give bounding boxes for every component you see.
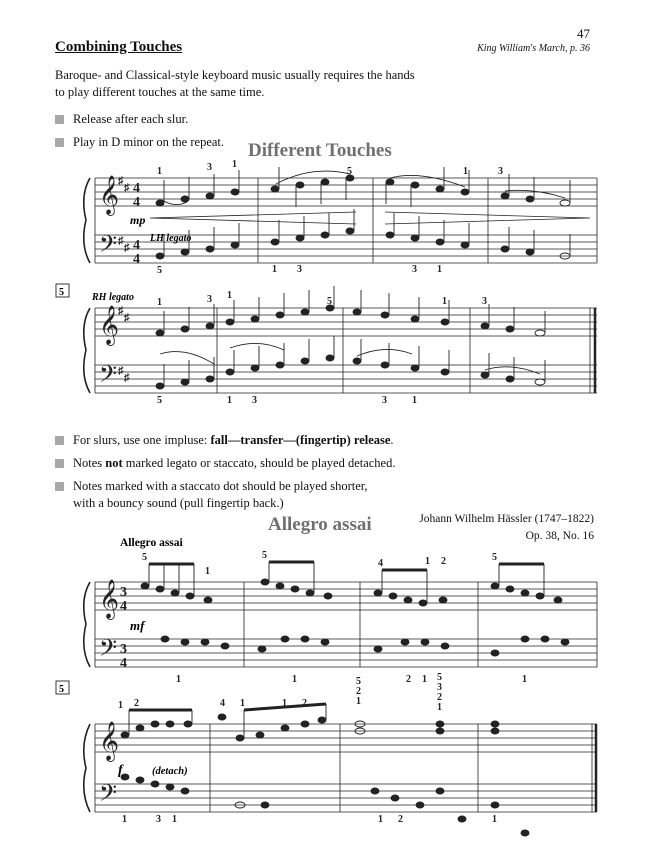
fingering: 3 [412,264,417,275]
svg-text:♯: ♯ [118,235,124,247]
bullet-item: Play in D minor on the repeat. [55,134,224,151]
notes-m2-bass [156,336,545,389]
notes-m1-bass [156,209,570,259]
detach-marking: (detach) [152,766,188,777]
fingering: 1 [176,674,181,685]
svg-text:𝄞: 𝄞 [99,177,120,214]
lh-legato-marking: LH legato [150,233,192,244]
dynamic-mf: mf [130,618,145,633]
fingering: 1 [437,264,442,275]
svg-text:♯: ♯ [124,372,130,384]
score-allegro-assai [0,534,648,864]
fingering: 1 [227,290,232,301]
fingering: 1 [425,556,430,567]
fingering: 5 [327,296,332,307]
tempo-marking: Allegro assai [120,537,183,549]
fingering: 1 [157,166,162,177]
svg-text:♯: ♯ [124,242,130,254]
dynamic-f: f [118,763,123,778]
svg-text:3: 3 [120,642,127,657]
svg-text:𝄢: 𝄢 [99,362,118,393]
reference-note: King William's March, p. 36 [477,43,590,54]
svg-text:𝄞: 𝄞 [99,723,120,760]
fingering: 1 [412,395,417,406]
fingering: 1 [240,698,245,709]
measure-number: 5 [59,684,64,695]
fingering: 1 [356,696,361,707]
fingering: 1 [282,698,287,709]
fingering: 2 [406,674,411,685]
fingering: 5 [157,395,162,406]
fingering: 3 [207,162,212,173]
staff-bass-2 [95,365,597,393]
fingering: 4 [378,558,383,569]
notes-m1-treble [156,167,570,207]
svg-text:4: 4 [120,599,127,614]
notes-m2-treble [156,286,545,336]
svg-text:𝄢: 𝄢 [99,781,118,812]
fingering: 1 [272,264,277,275]
score-different-touches [0,160,648,420]
fingering: 1 [232,160,237,170]
piece-title-allegro-assai: Allegro assai [268,514,372,535]
section-title: Combining Touches [55,39,183,55]
fingering: 2 [356,686,361,697]
fingering: 3 [437,682,442,693]
fingering: 1 [437,702,442,713]
staff-treble-4 [95,724,597,752]
fingering: 3 [482,296,487,307]
svg-text:♯: ♯ [124,182,130,194]
fingering: 1 [422,674,427,685]
bullet-item: For slurs, use one impluse: fall—transfer—(fingertip) release. [55,432,395,449]
fingering: 1 [522,674,527,685]
rh-legato-marking: RH legato [92,292,134,303]
staff-bass-3 [95,639,597,667]
fingering: 3 [207,294,212,305]
bullet-item: Notes not marked legato or staccato, should be played detached. [55,455,395,472]
svg-text:4: 4 [133,252,140,267]
svg-text:3: 3 [120,585,127,600]
fingering: 2 [437,692,442,703]
fingering: 3 [252,395,257,406]
fingering: 2 [398,814,403,825]
fingering: 1 [463,166,468,177]
svg-text:♯: ♯ [118,175,124,187]
svg-text:♯: ♯ [118,365,124,377]
fingering: 1 [378,814,383,825]
dynamic-mp: mp [130,213,146,227]
staff-treble-3 [95,582,597,610]
instruction-list-top [55,111,224,157]
svg-text:𝄢: 𝄢 [99,232,118,263]
svg-text:𝄞: 𝄞 [99,307,120,344]
fingering: 1 [492,814,497,825]
fingering: 2 [441,556,446,567]
fingering: 1 [122,814,127,825]
fingering: 5 [262,550,267,561]
svg-text:4: 4 [133,195,140,210]
bullet-item: Release after each slur. [55,111,224,128]
fingering: 2 [134,698,139,709]
fingering: 1 [172,814,177,825]
opus-number: Op. 38, No. 16 [525,530,594,542]
fingering: 1 [442,296,447,307]
notes-m4-treble [121,704,499,741]
fingering: 5 [437,672,442,683]
svg-text:♯: ♯ [124,312,130,324]
fingering: 4 [220,698,225,709]
svg-text:4: 4 [133,238,140,253]
fingering: 3 [382,395,387,406]
fingering: 1 [227,395,232,406]
fingering: 1 [292,674,297,685]
bullet-item: Notes marked with a staccato dot should be played shorter, with a bouncy sound (pull fingertip back.) [55,478,373,512]
fingering: 1 [205,566,210,577]
fingering: 5 [142,552,147,563]
fingering: 3 [297,264,302,275]
svg-text:♯: ♯ [118,305,124,317]
svg-text:𝄞: 𝄞 [99,581,120,618]
intro-paragraph: Baroque- and Classical-style keyboard music usually requires the hands to play different touches at the same time. [55,68,415,99]
svg-text:4: 4 [120,656,127,671]
svg-text:4: 4 [133,181,140,196]
fingering: 3 [156,814,161,825]
fingering: 5 [356,676,361,687]
page-number: 47 [577,26,590,41]
composer-name: Johann Wilhelm Hässler (1747–1822) [419,513,594,525]
piece-title-different-touches: Different Touches [248,140,392,161]
measure-number: 5 [59,287,64,298]
svg-text:𝄢: 𝄢 [99,636,118,667]
fingering: 5 [347,166,352,177]
fingering: 1 [118,700,123,711]
staff-treble-2 [95,308,597,336]
fingering: 3 [498,166,503,177]
fingering: 5 [492,552,497,563]
instruction-list-mid [55,432,395,518]
fingering: 2 [302,698,307,709]
fingering: 5 [157,265,162,276]
fingering: 1 [157,297,162,308]
